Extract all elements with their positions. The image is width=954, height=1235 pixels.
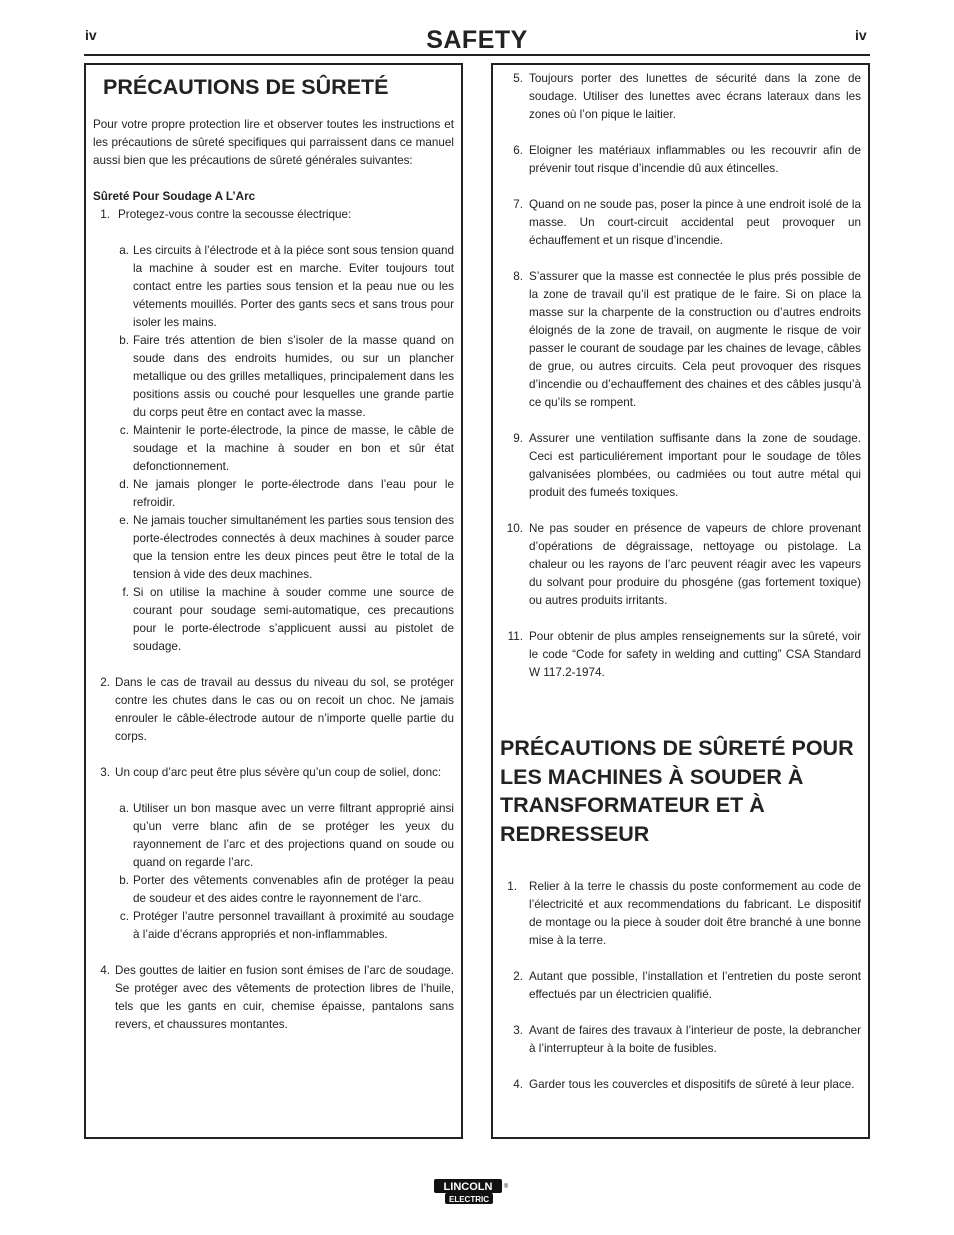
header-rule <box>84 54 870 56</box>
right-column-box <box>491 63 870 1139</box>
list-item: 10. Ne pas souder en présence de vapeurs de chlore provenant d’opérations de dégraissage, nettoyage ou pistolage. La chaleur ou les rayons de l’arc peuvent réagir avec les vapeurs du solvant pour produire du phosgéne (gas fortement toxique) ou autres produits irritants. <box>506 522 861 607</box>
sub-list-item: c. Maintenir le porte-électrode, la pince de masse, le câble de soudage et la machine à souder en bon et sûr état defonctionnement. <box>119 424 454 473</box>
sub-list-item: a. Les circuits à l’électrode et à la piéce sont sous tension quand la machine à souder est en marche. Eviter toujours tout contact entre les parties sous tension et la peau nue ou les vétements mouillés. Porter des gants secs et sans trous pour isoler les mains. <box>119 244 454 329</box>
sub-list-item: b. Porter des vêtements convenables afin de protéger la peau de soudeur et des aides contre le rayonnement de l‘arc. <box>119 874 454 905</box>
page-number-right: iv <box>855 27 867 43</box>
sub-list-item: f. Si on utilise la machine à souder comme une source de courant pour soudage semi-automatique, ces precautions pour le porte-électrode s’applicuent aussi au pistolet de soudage. <box>122 586 454 653</box>
list-item: 5. Toujours porter des lunettes de sécurité dans la zone de soudage. Utiliser des lunettes avec écrans lateraux dans les zones où l’on pique le laitier. <box>513 72 861 121</box>
list-item: 7. Quand on ne soude pas, poser la pince à une endroit isolé de la masse. Un court-circuit accidental peut provoquer un échauffement et un risque d’incendie. <box>513 198 861 247</box>
list-item: 3. Avant de faires des travaux à l’interieur de poste, la debrancher à l’interrupteur à la boite de fusibles. <box>513 1024 861 1055</box>
list-item: 1. Relier à la terre le chassis du poste conformement au code de l’électricité et aux recommendations du fabricant. Le dispositif de montage ou la piece à souder doit être branché à une bonne mise à la terre. <box>507 880 861 947</box>
right-heading: PRÉCAUTIONS DE SÛRETÉ POUR LES MACHINES À SOUDER À TRANSFORMATEUR ET À REDRESSEUR <box>500 736 854 846</box>
list-item: 8. S’assurer que la masse est connectée le plus prés possible de la zone de travail qu’il est pratique de le faire. Si on place la masse sur la charpente de la construction ou d’autres endroits éloignés de la zone de travail, on augmente le risque de voir passer le courant de soudage par les chaines de levage, câbles de grue, ou autres circuits. Cela peut provoquer des risques d’incendie ou d’echauffement des chaines et des câbles jusqu’à ce qu’ils se rompent. <box>513 270 861 409</box>
arc-welding-subheading: Sûreté Pour Soudage A L’Arc <box>93 190 256 203</box>
logo-text-electric: ELECTRIC <box>449 1195 489 1204</box>
sub-list-item: e. Ne jamais toucher simultanément les parties sous tension des porte-électrodes connectés à deux machines à souder parce que la tension entre les deux pinces peut être le total de la tension à vide des deux machines. <box>119 514 454 581</box>
logo-text-lincoln: LINCOLN <box>443 1181 493 1193</box>
sub-list-item: c. Protéger l’autre personnel travaillant à proximité au soudage à l’aide d’écrans appropriés et non-inflammables. <box>119 910 454 941</box>
list-item: 1. Protegez-vous contre la secousse électrique: <box>100 208 352 221</box>
list-item: 9. Assurer une ventilation suffisante dans la zone de soudage. Ceci est particuliérement important pour le soudage de tôles galvanisées plombées, ou cadmiées ou tout autre métal qui produit des fumeés toxiques. <box>513 432 861 499</box>
lincoln-electric-logo-icon <box>433 1178 511 1205</box>
list-item: 4. Des gouttes de laitier en fusion sont émises de l’arc de soudage. Se protéger avec des vêtements de protection libres de l’huile, tels que les gants en cuir, chemise épaisse, pantalons sans revers, et chaussures montantes. <box>100 964 454 1031</box>
list-item: 3. Un coup d’arc peut être plus sévère qu’un coup de soliel, donc: <box>100 766 442 779</box>
sub-list-item: b. Faire trés attention de bien s’isoler de la masse quand on soude dans des endroits humides, ou sur un plancher metallique ou des grilles metalliques, principalement dans les positions assis ou couché pour lesquelles une grande partie du corps peut être en contact avec la masse. <box>119 334 454 419</box>
sub-list-item: a. Utiliser un bon masque avec un verre filtrant approprié ainsi qu’un verre blanc afin de se protéger les yeux du rayonnement de l’arc et des projections quand on soude ou quand on regarde l’arc. <box>119 802 454 869</box>
logo-registered-mark: ® <box>503 1184 509 1190</box>
sub-list-item: d. Ne jamais plonger le porte-électrode dans l’eau pour le refroidir. <box>119 478 454 509</box>
page-title: SAFETY <box>426 26 528 54</box>
intro-paragraph: Pour votre propre protection lire et observer toutes les instructions et les précautions de sûreté specifiques qui parraissent dans ce manuel aussi bien que les précautions de sûreté générales suivantes: <box>93 118 454 167</box>
list-item: 4. Garder tous les couvercles et dispositifs de sûreté à leur place. <box>513 1078 855 1091</box>
page-number-left: iv <box>85 27 97 43</box>
left-column-box <box>84 63 463 1139</box>
left-heading: PRÉCAUTIONS DE SÛRETÉ <box>103 75 389 99</box>
list-item: 6. Eloigner les matériaux inflammables ou les recouvrir afin de prévenir tout risque d’incendie dû aux étincelles. <box>513 144 861 175</box>
list-item: 11. Pour obtenir de plus amples renseignements sur la sûreté, voir le code “Code for safety in welding and cutting” CSA Standard W 117.2-1974. <box>507 630 861 679</box>
list-item: 2. Dans le cas de travail au dessus du niveau du sol, se protéger contre les chutes dans le cas ou on recoit un choc. Ne jamais enrouler le câble-électrode autour de n’importe quelle partie du corps. <box>100 676 454 743</box>
list-item: 2. Autant que possible, l’installation et l’entretien du poste seront effectués par un électricien qualifié. <box>513 970 861 1001</box>
